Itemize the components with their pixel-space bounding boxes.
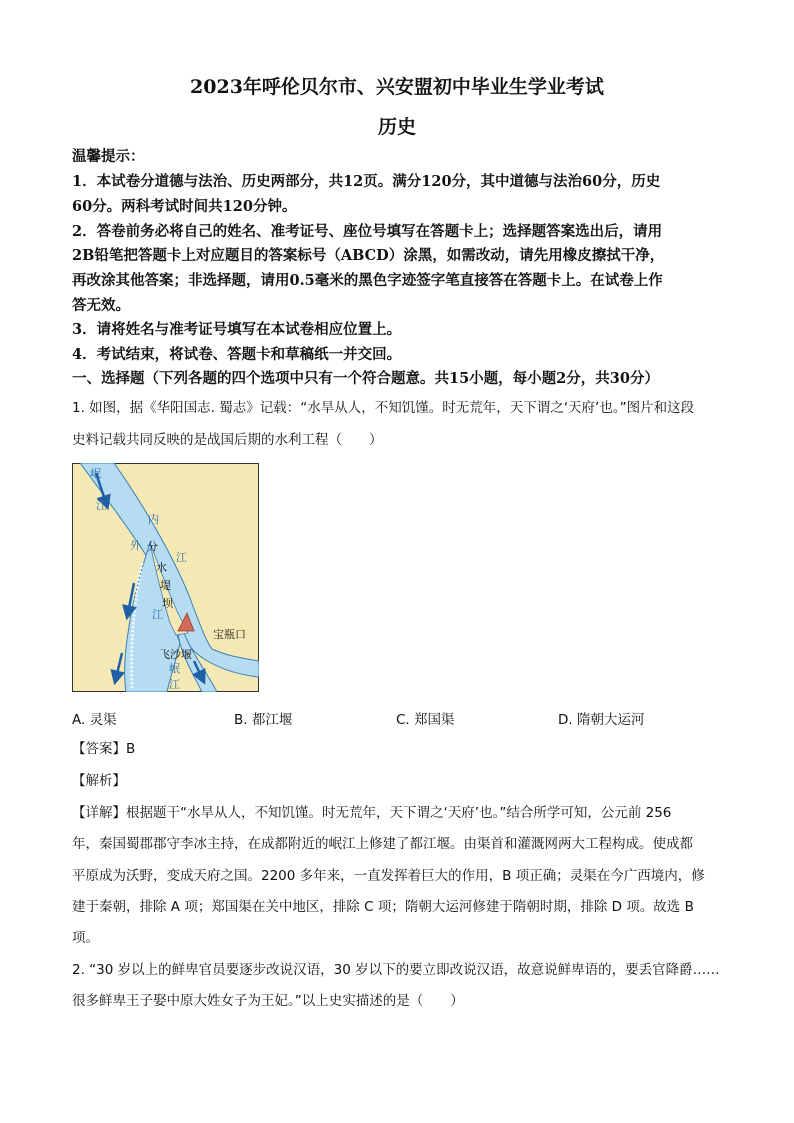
question-1-stem: 1. 如图，据《华阳国志. 蜀志》记载：“水旱从人，不知饥馑。时无荒年，天下谓之‘天府’也。”图片和这段 (72, 400, 695, 416)
map-label: 江 (169, 678, 180, 691)
notice-heading: 温馨提示： (72, 148, 145, 165)
detail-line: 【详解】根据题干“水旱从人，不知饥馑。时无荒年，天下谓之‘天府’也。”结合所学可知，公元前 256 (72, 805, 672, 821)
map-label: 宝瓶口 (213, 628, 246, 641)
map-label: 水 (156, 561, 167, 574)
map-label: 江 (152, 608, 163, 621)
question-2-stem: 2. “30 岁以上的鲜卑官员要逐步改说汉语，30 岁以下的要立即改说汉语，故意说鲜卑语的，要丢官降爵…… (72, 962, 720, 978)
option-a: A. 灵渠 (72, 712, 117, 728)
map-label: 内 (148, 513, 159, 526)
detail-line: 平原成为沃野，变成天府之国。2200 多年来，一直发挥着巨大的作用，B 项正确；灵渠在今广西境内，修 (72, 868, 705, 884)
answer-label: 【答案】B (72, 741, 136, 757)
notice-line: 2．答卷前务必将自己的姓名、准考证号、座位号填写在答题卡上；选择题答案选出后，请用 (72, 223, 663, 240)
exam-title: 2023年呼伦贝尔市、兴安盟初中毕业生学业考试 (190, 76, 604, 98)
map-label: 江 (176, 551, 187, 564)
subject-title: 历史 (377, 116, 416, 138)
option-d: D. 隋朝大运河 (558, 712, 645, 728)
notice-line: 3．请将姓名与准考证号填写在本试卷相应位置上。 (72, 321, 402, 338)
map-label: 飞沙堰 (159, 648, 192, 661)
dujiangyan-map (72, 463, 259, 692)
detail-line: 项。 (72, 930, 99, 946)
notice-line: 再改涂其他答案；非选择题，请用0.5毫米的黑色字迹签字笔直接答在答题卡上。在试卷上作 (72, 272, 663, 289)
map-label: 坝 (162, 597, 173, 610)
detail-line: 年，秦国蜀郡郡守李冰主持，在成都附近的岷江上修建了都江堰。由渠首和灌溉网两大工程构成。使成都 (72, 836, 693, 852)
notice-line: 答无效。 (72, 297, 130, 314)
option-c: C. 郑国渠 (396, 712, 455, 728)
map-label: 江 (96, 499, 107, 512)
notice-line: 1．本试卷分道德与法治、历史两部分，共12页。满分120分，其中道德与法治60分，历史 (72, 173, 661, 190)
notice-line: 60分。两科考试时间共120分钟。 (72, 198, 297, 215)
section-heading: 一、选择题（下列各题的四个选项中只有一个符合题意。共15小题，每小题2分，共30分） (72, 370, 659, 387)
notice-line: 4．考试结束，将试卷、答题卡和草稿纸一并交回。 (72, 346, 402, 363)
map-label: 分 (147, 540, 158, 553)
map-label: 堤 (160, 579, 171, 592)
map-label: 岷 (90, 467, 101, 480)
analysis-heading: 【解析】 (72, 773, 126, 789)
question-2-stem: 很多鲜卑王子娶中原大姓女子为王妃。”以上史实描述的是（ ） (72, 993, 464, 1009)
option-b: B. 都江堰 (234, 712, 293, 728)
notice-line: 2B铅笔把答题卡上对应题目的答案标号（ABCD）涂黑，如需改动，请先用橡皮擦拭干净， (72, 247, 665, 264)
question-1-stem: 史料记载共同反映的是战国后期的水利工程（ ） (72, 432, 383, 448)
map-label: 岷 (169, 662, 180, 675)
map-label: 外 (130, 539, 141, 552)
detail-line: 建于秦朝，排除 A 项；郑国渠在关中地区，排除 C 项；隋朝大运河修建于隋朝时期，排除 D 项。故选 B (72, 899, 694, 915)
